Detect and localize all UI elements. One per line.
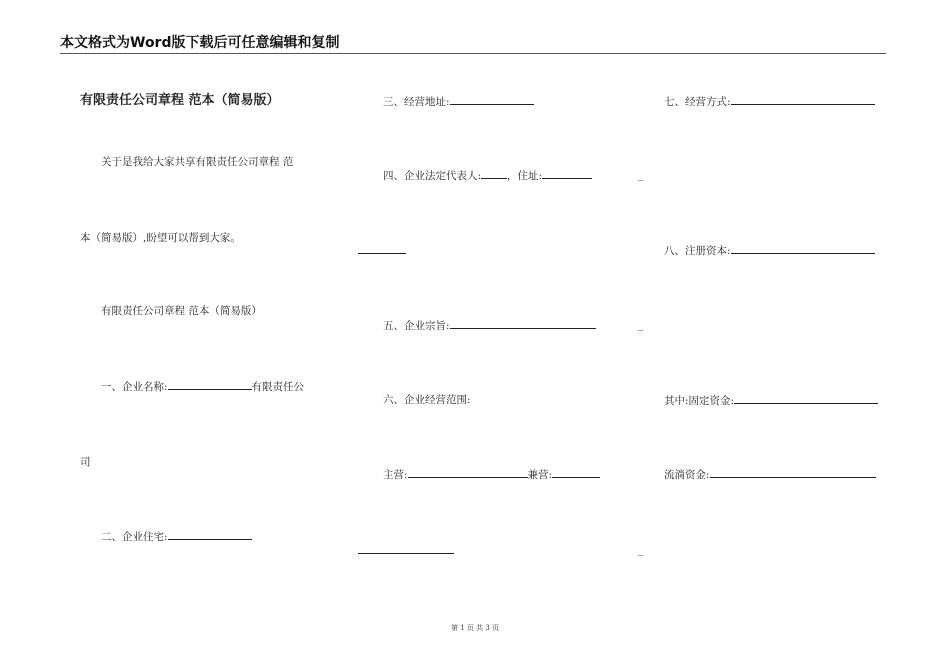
- item-business-address-label: 三、经营地址:: [383, 96, 450, 108]
- business-scope-blank-cont[interactable]: [358, 553, 454, 554]
- column-dash-1: _: [638, 169, 644, 181]
- fixed-capital-blank[interactable]: [734, 393, 878, 404]
- item-company-residence-label: 二、企业住宅:: [101, 531, 168, 543]
- item-legal-representative-label: 四、企业法定代表人:: [383, 170, 482, 182]
- registered-capital-blank[interactable]: [731, 243, 875, 254]
- business-address-blank[interactable]: [450, 94, 534, 105]
- item-operation-mode: [664, 94, 875, 109]
- item-registered-capital: [664, 243, 875, 258]
- item-operation-mode-label: 七、经营方式:: [664, 96, 731, 108]
- document-header: 本文格式为Word版下载后可任意编辑和复制: [60, 33, 886, 54]
- item-registered-capital-label: 八、注册资本:: [664, 245, 731, 257]
- side-business-label: 兼营:: [527, 469, 553, 481]
- item-business-address: [383, 94, 534, 109]
- intro-line-1: 关于是我给大家共享有限责任公司章程 范: [101, 156, 294, 168]
- company-name-blank[interactable]: [168, 379, 252, 390]
- legal-representative-blank[interactable]: [481, 168, 507, 179]
- item-liquid-capital: [664, 467, 876, 482]
- subtitle: 有限责任公司章程 范本（简易版）: [101, 305, 262, 317]
- item-company-name-suffix: 有限责任公: [251, 381, 305, 393]
- company-purpose-blank[interactable]: [450, 318, 596, 329]
- side-business-blank[interactable]: [552, 467, 600, 478]
- item-company-purpose: [383, 318, 596, 333]
- company-residence-blank[interactable]: [168, 529, 252, 540]
- item-company-residence: [101, 529, 252, 544]
- operation-mode-blank[interactable]: [731, 94, 875, 105]
- item-legal-representative: [383, 168, 592, 183]
- main-business-blank[interactable]: [408, 467, 528, 478]
- fixed-capital-label: 其中:固定资金:: [664, 395, 735, 407]
- item-company-name: [101, 379, 304, 394]
- liquid-capital-label: 流淌资金:: [664, 469, 710, 481]
- item-business-scope: 六、企业经营范围:: [383, 394, 471, 406]
- document-title: 有限责任公司章程 范本（简易版）: [80, 93, 280, 108]
- page-number: 第 1 页 共 3 页: [450, 624, 500, 632]
- column-dash-3: _: [638, 544, 644, 556]
- item-company-name-label: 一、企业名称:: [101, 381, 168, 393]
- item-legal-address-label: ，住址:: [507, 170, 543, 182]
- legal-address-blank[interactable]: [542, 168, 592, 179]
- liquid-capital-blank[interactable]: [710, 467, 876, 478]
- item-fixed-capital: [664, 393, 878, 408]
- item-main-business: [383, 467, 600, 482]
- item-company-purpose-label: 五、企业宗旨:: [383, 320, 450, 332]
- item-company-name-cont: 司: [80, 456, 91, 468]
- column-dash-2: _: [638, 319, 644, 331]
- legal-address-blank-cont[interactable]: [358, 253, 406, 254]
- intro-line-2: 本（简易版）,盼望可以帮到大家。: [80, 232, 241, 244]
- main-business-label: 主营:: [383, 469, 408, 481]
